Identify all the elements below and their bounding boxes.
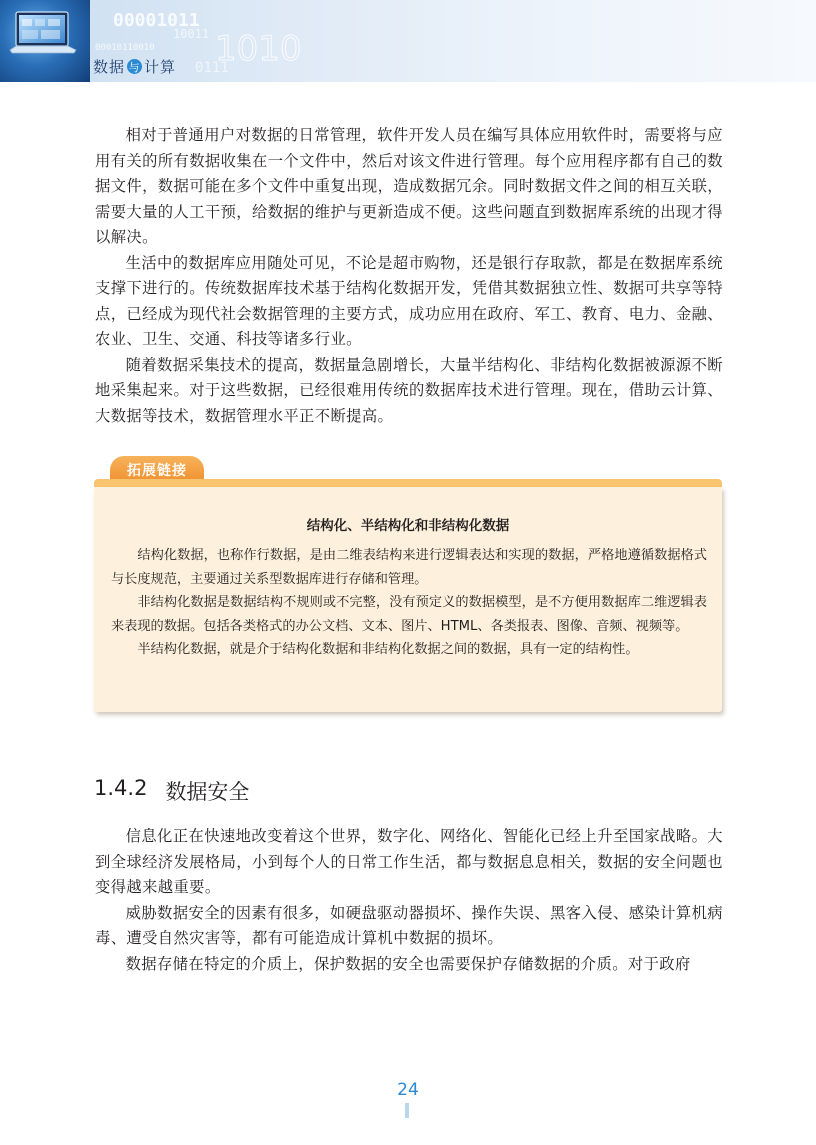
book-title-part1: 数据 (93, 58, 126, 76)
book-title-amp: 与 (128, 60, 141, 74)
intro-text (95, 123, 723, 429)
binary-text-5: 0111 (195, 60, 229, 74)
book-title (93, 56, 176, 77)
section-number: 1.4.2 (94, 776, 148, 800)
section-title: 数据安全 (165, 780, 250, 804)
extension-stripe (94, 479, 722, 487)
section-text (95, 824, 723, 977)
binary-text-1: 00001011 (113, 10, 200, 31)
section-paragraph-1: 信息化正在快速地改变着这个世界，数字化、网络化、智能化已经上升至国家战略。大到全球经济发展格局，小到每个人的日常工作生活，都与数据息息相关，数据的安全问题也变得越来越重要。 (95, 827, 723, 896)
section-heading (94, 776, 249, 806)
section-paragraph-2: 威胁数据安全的因素有很多，如硬盘驱动器损坏、操作失误、黑客入侵、感染计算机病毒、遭受自然灾害等，都有可能造成计算机中数据的损坏。 (95, 903, 723, 947)
page-number-tick (405, 1103, 409, 1118)
extension-paragraph-3: 半结构化数据，就是介于结构化数据和非结构化数据之间的数据，具有一定的结构性。 (137, 642, 639, 657)
header-laptop-image (0, 0, 90, 82)
intro-paragraph-2: 生活中的数据库应用随处可见，不论是超市购物，还是银行存取款，都是在数据库系统支撑下进行的。传统数据库技术基于结构化数据开发，凭借其数据独立性、数据可共享等特点，已经成为现代社会数据管理的主要方式，成功应用在政府、军工、教育、电力、金融、农业、卫生、交通、科技等诸多行业。 (95, 253, 723, 348)
binary-text-2: 00010110010 (95, 43, 155, 53)
intro-paragraph-3: 随着数据采集技术的提高，数据量急剧增长，大量半结构化、非结构化数据被源源不断地采集起来。对于这些数据，已经很难用传统的数据库技术进行管理。现在，借助云计算、大数据等技术，数据管理水平正不断提高。 (95, 355, 723, 425)
section-paragraph-3: 数据存储在特定的介质上，保护数据的安全也需要保护存储数据的介质。对于政府 (125, 954, 691, 973)
extension-box (94, 487, 722, 712)
intro-paragraph-1: 相对于普通用户对数据的日常管理，软件开发人员在编写具体应用软件时，需要将与应用有关的所有数据收集在一个文件中，然后对该文件进行管理。每个应用程序都有自己的数据文件，数据可能在多个文件中重复出现，造成数据冗余。同时数据文件之间的相互关联，需要大量的人工干预，给数据的维护与更新造成不便。这些问题直到数据库系统的出现才得以解决。 (95, 126, 723, 246)
page-header (0, 0, 816, 82)
page-number: 24 (397, 1080, 419, 1100)
binary-text-4: 1010 (215, 29, 302, 69)
extension-paragraph-2: 非结构化数据是数据结构不规则或不完整，没有预定义的数据模型，是不方便用数据库二维逻辑表来表现的数据。包括各类格式的办公文档、文本、图片、HTML、各类报表、图像、音频、视频等。 (111, 595, 707, 634)
extension-text (111, 544, 707, 662)
extension-paragraph-1: 结构化数据，也称作行数据，是由二维表结构来进行逻辑表达和实现的数据，严格地遵循数据格式与长度规范，主要通过关系型数据库进行存储和管理。 (111, 548, 707, 587)
extension-title: 结构化、半结构化和非结构化数据 (306, 518, 510, 534)
extension-tab: 拓展链接 (110, 456, 204, 484)
binary-text-3: 10011 (173, 27, 210, 41)
laptop-icon (8, 10, 78, 58)
book-title-part2: 计算 (144, 58, 177, 76)
